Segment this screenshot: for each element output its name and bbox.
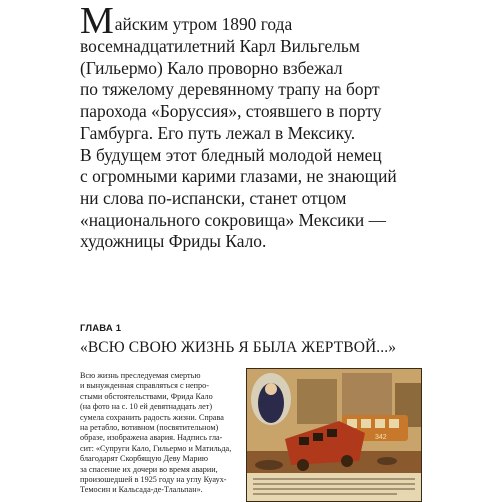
fallen-figure: [255, 460, 283, 470]
lead-line-2: восемнадцатилетний Карл Вильгельм: [80, 36, 360, 56]
caption-line: благодарят Скорбящую Деву Марию: [80, 454, 209, 464]
caption-line: произошедшей в 1925 году на углу Куаух-: [80, 475, 227, 485]
tram-window: [375, 419, 385, 428]
lead-line-4: по тяжелому деревянному трапу на борт: [80, 79, 380, 100]
chapter-title: «ВСЮ СВОЮ ЖИЗНЬ Я БЫЛА ЖЕРТВОЙ...»: [80, 339, 397, 356]
tram-window: [389, 419, 399, 428]
building: [297, 379, 337, 424]
bus-wheel: [341, 455, 353, 467]
lead-line-8: с огромными карими глазами, не знающий: [80, 166, 397, 187]
bus-window: [313, 433, 323, 441]
retablo-painting: [246, 368, 422, 502]
bus-window: [327, 429, 337, 437]
inscription-band: [247, 473, 421, 501]
lead-line-11: художницы Фриды Кало.: [80, 231, 267, 252]
caption-line: за спасение их дочери во время аварии,: [80, 464, 218, 474]
caption-line: образе, изображена авария. Надпись гла-: [80, 433, 223, 443]
caption-line: Темосин и Кальсада-де-Тлальпан».: [80, 485, 203, 495]
lead-line-6: Гамбурга. Его путь лежал в Мексику.: [80, 122, 356, 143]
chapter-label: ГЛАВА 1: [80, 323, 122, 334]
lead-line-10: «национального сокровища» Мексики —: [80, 209, 386, 230]
lead-line-5: парохода «Боруссия», стоявшего в порту: [80, 101, 382, 122]
caption-line: стыми обстоятельствами, Фрида Кало: [80, 391, 213, 401]
caption-line: Всю жизнь преследуемая смертью: [80, 371, 201, 380]
caption-line: (на фото на с. 10 ей девятнадцать лет): [80, 402, 213, 412]
lead-line-1: Майским утром 1890 года: [80, 0, 293, 42]
bus-wheel: [297, 459, 309, 471]
fallen-figure: [377, 457, 397, 465]
caption-line: и вынужденная справляться с непро-: [80, 381, 209, 391]
lead-paragraph: [80, 0, 490, 253]
bus-window: [299, 437, 309, 445]
caption-line: сумела сохранить радость жизни. Справа: [80, 412, 224, 422]
lead-line-9: ни слова по-испански, станет отцом: [80, 187, 347, 208]
lead-line-3: (Гильермо) Кало проворно взбежал: [80, 57, 343, 78]
image-caption: [80, 371, 255, 496]
virgin-face: [265, 383, 277, 395]
caption-line: на ретабло, вотивном (посвятительном): [80, 423, 219, 433]
caption-line: сит: «Супруги Кало, Гильермо и Матильда,: [80, 443, 232, 453]
drop-cap: М: [80, 0, 114, 42]
tram-window: [361, 419, 371, 428]
lead-line-7: В будущем этот бледный молодой немец: [80, 144, 382, 165]
bus-number: 342: [375, 434, 387, 441]
retablo-artwork: [247, 369, 421, 501]
